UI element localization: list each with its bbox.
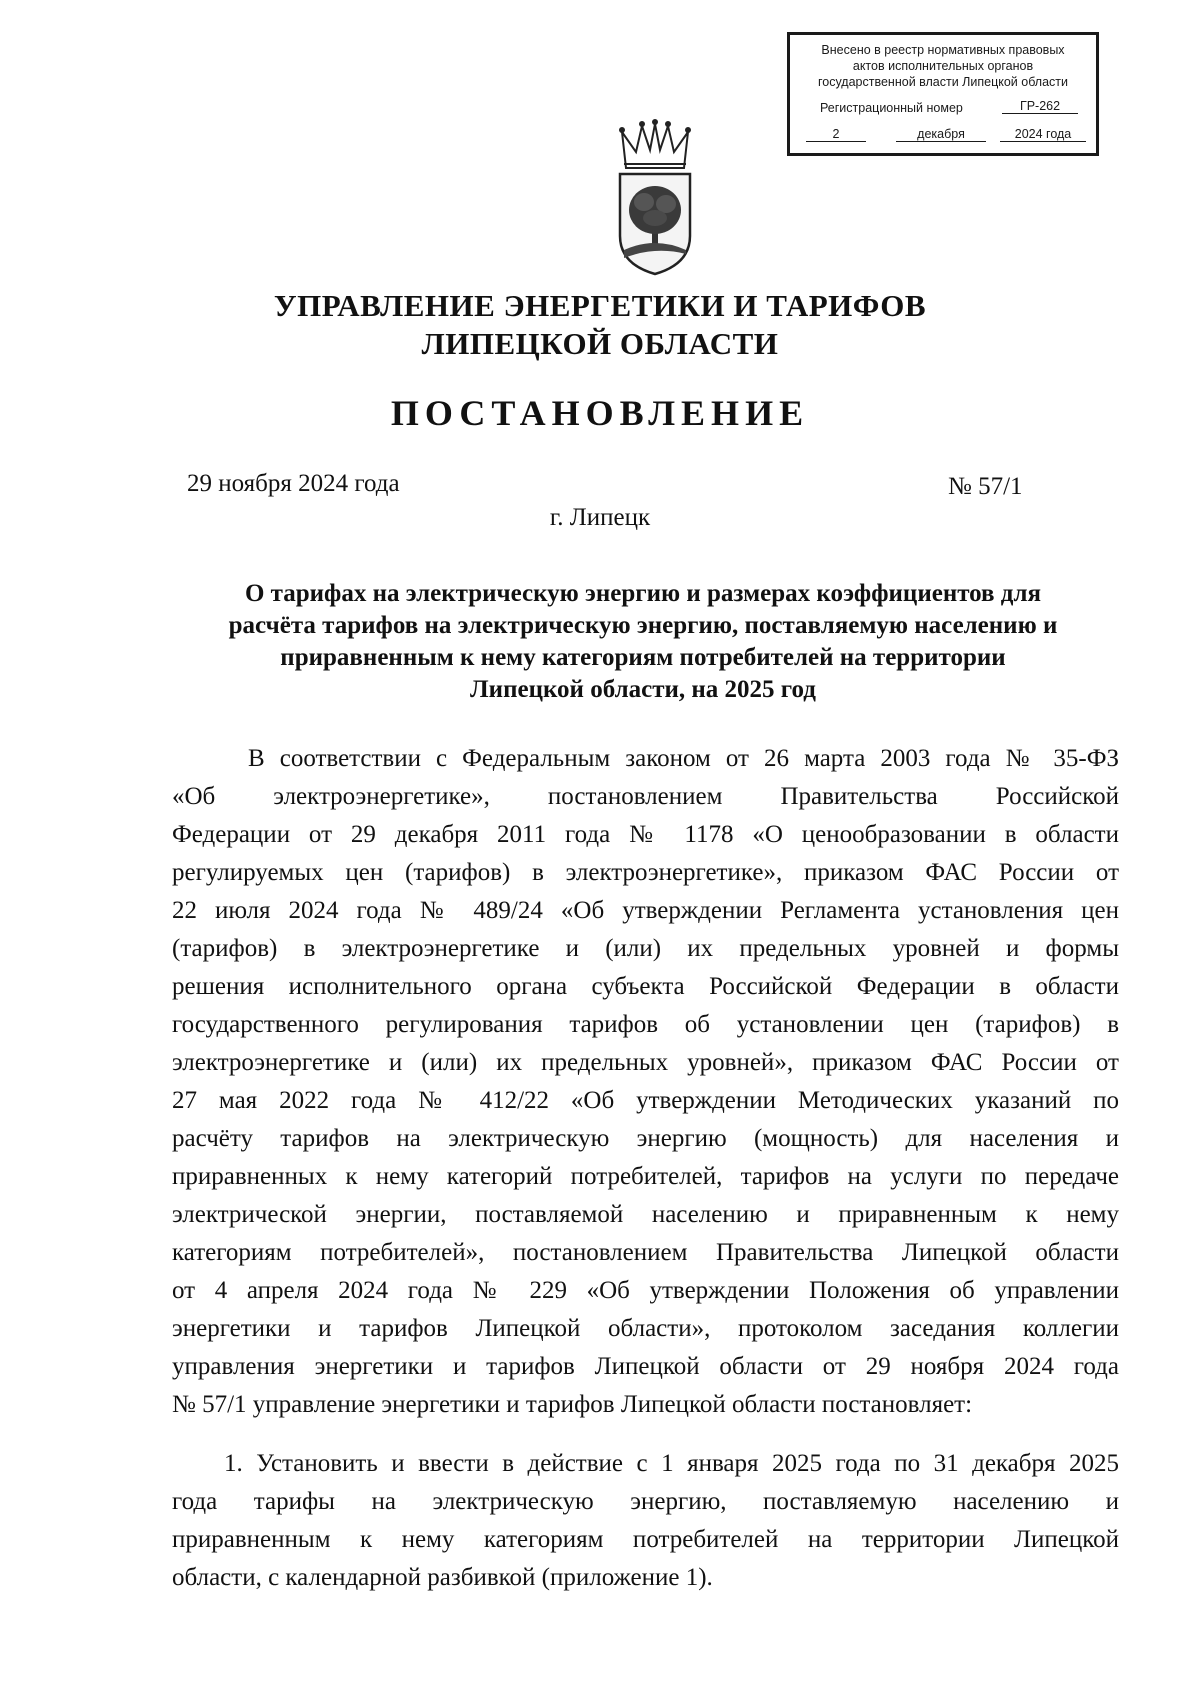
preamble-line: электрической энергии, поставляемой населению и приравненным к нему <box>172 1201 1119 1228</box>
stamp-month: декабря <box>896 127 986 142</box>
document-date: 29 ноября 2024 года <box>187 470 400 497</box>
preamble-line: «Об электроэнергетике», постановлением Правительства Российской <box>172 783 1119 810</box>
stamp-line-3: государственной власти Липецкой области <box>817 75 1069 89</box>
item1-line: области, с календарной разбивкой (приложение 1). <box>172 1564 713 1591</box>
item1-line: приравненным к нему категориям потребителей на территории Липецкой <box>172 1526 1119 1553</box>
stamp-line-1: Внесено в реестр нормативных правовых <box>821 43 1065 57</box>
item1-line: года тарифы на электрическую энергию, поставляемую населению и <box>172 1488 1119 1515</box>
stamp-reg-label: Регистрационный номер <box>820 101 963 115</box>
document-number: № 57/1 <box>948 473 1023 500</box>
preamble-line: энергетики и тарифов Липецкой области», протоколом заседания коллегии <box>172 1315 1119 1342</box>
stamp-year: 2024 года <box>1000 127 1086 142</box>
preamble-line: регулируемых цен (тарифов) в электроэнергетике», приказом ФАС России от <box>172 859 1119 886</box>
preamble-line: приравненных к нему категорий потребителей, тарифов на услуги по передаче <box>172 1163 1119 1190</box>
title-line: Липецкой области, на 2025 год <box>470 676 816 703</box>
preamble-line: расчёту тарифов на электрическую энергию (мощность) для населения и <box>172 1125 1119 1152</box>
item1-line: 1. Установить и ввести в действие с 1 января 2025 года по 31 декабря 2025 <box>224 1450 1119 1477</box>
preamble-line: № 57/1 управление энергетики и тарифов Липецкой области постановляет: <box>172 1391 973 1418</box>
preamble-line: 22 июля 2024 года № 489/24 «Об утверждении Регламента установления цен <box>172 897 1119 924</box>
title-line: О тарифах на электрическую энергию и размерах коэффициентов для <box>244 580 1042 607</box>
registry-stamp <box>787 32 1099 156</box>
document-city: г. Липецк <box>549 504 651 531</box>
document-type: ПОСТАНОВЛЕНИЕ <box>390 393 810 433</box>
org-name-line-1: УПРАВЛЕНИЕ ЭНЕРГЕТИКИ И ТАРИФОВ <box>273 288 927 323</box>
title-line: приравненным к нему категориям потребителей на территории <box>280 644 1006 671</box>
preamble-line: от 4 апреля 2024 года № 229 «Об утверждении Положения об управлении <box>172 1277 1119 1304</box>
preamble-line: Федерации от 29 декабря 2011 года № 1178 «О ценообразовании в области <box>172 821 1119 848</box>
title-line: расчёта тарифов на электрическую энергию, поставляемую населению и <box>228 612 1058 639</box>
preamble-line: государственного регулирования тарифов об установлении цен (тарифов) в <box>172 1011 1119 1038</box>
preamble-line: управления энергетики и тарифов Липецкой области от 29 ноября 2024 года <box>172 1353 1119 1380</box>
preamble-line: (тарифов) в электроэнергетике и (или) их предельных уровней и формы <box>172 935 1119 962</box>
preamble-line: 27 мая 2022 года № 412/22 «Об утверждении Методических указаний по <box>172 1087 1119 1114</box>
org-name-line-2: ЛИПЕЦКОЙ ОБЛАСТИ <box>421 326 779 361</box>
stamp-day: 2 <box>806 127 866 142</box>
coat-of-arms-emblem <box>612 118 698 278</box>
stamp-line-2: актов исполнительных органов <box>852 59 1034 73</box>
preamble-line: В соответствии с Федеральным законом от 26 марта 2003 года № 35-ФЗ <box>248 745 1119 772</box>
preamble-line: категориям потребителей», постановлением Правительства Липецкой области <box>172 1239 1119 1266</box>
stamp-reg-number: ГР-262 <box>1002 99 1078 114</box>
preamble-line: электроэнергетике и (или) их предельных уровней», приказом ФАС России от <box>172 1049 1119 1076</box>
preamble-line: решения исполнительного органа субъекта Российской Федерации в области <box>172 973 1119 1000</box>
